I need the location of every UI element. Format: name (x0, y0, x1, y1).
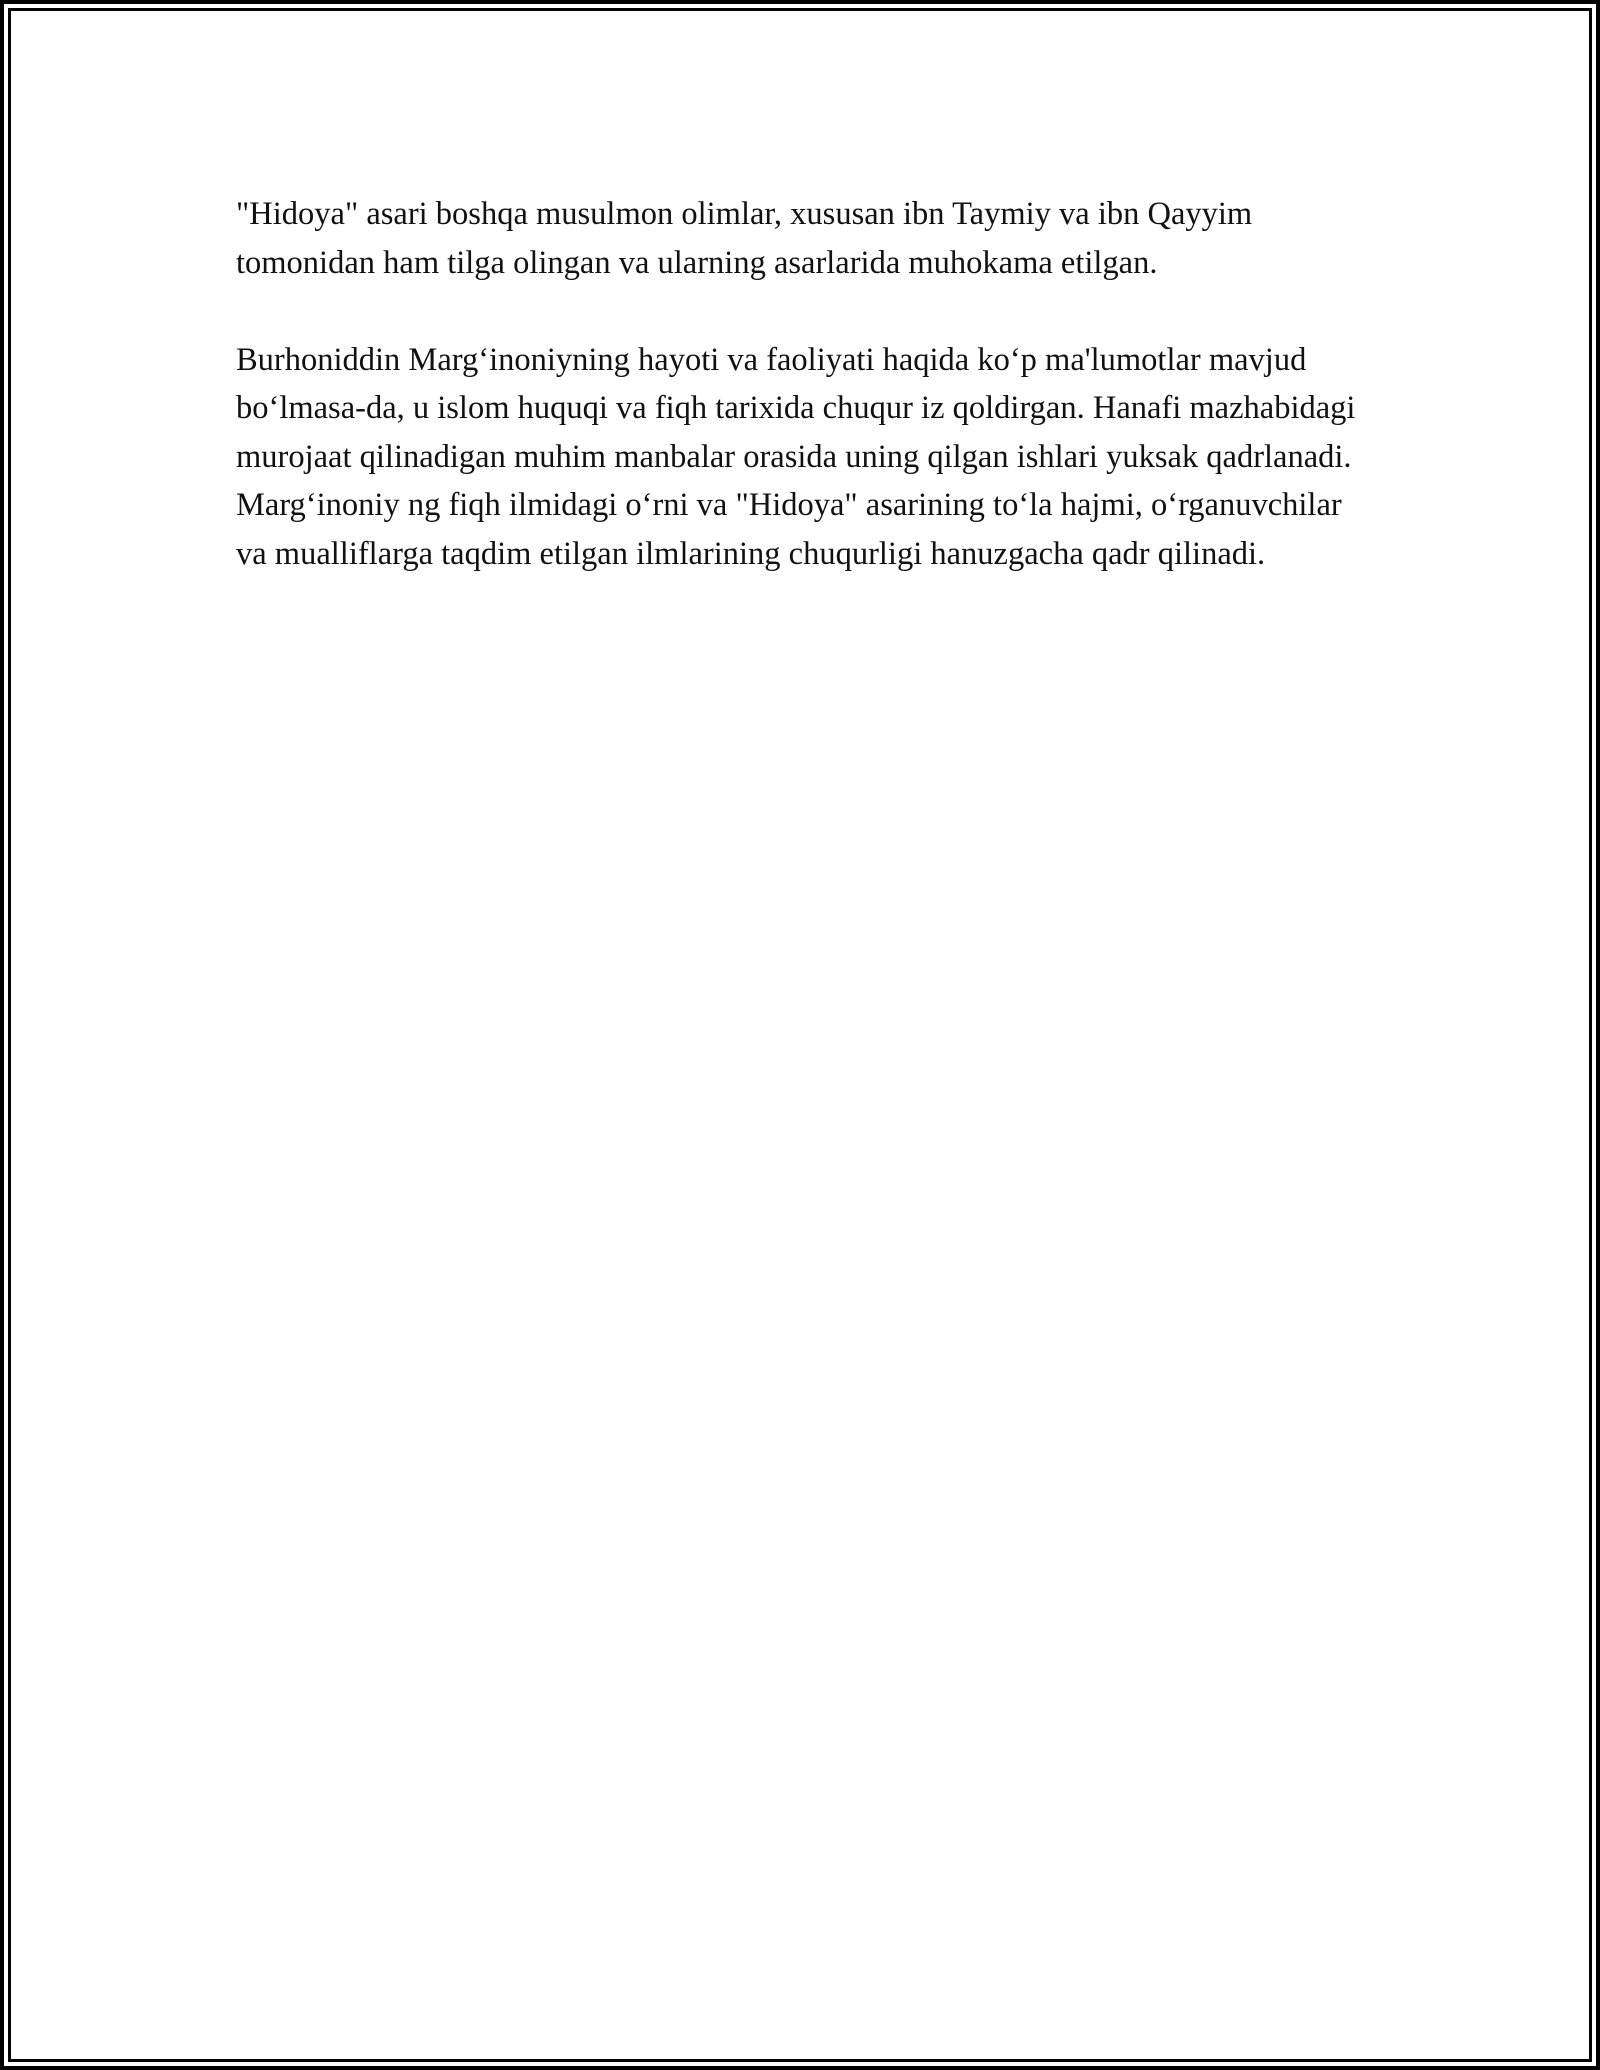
paragraph-marginoniy-legacy: Burhoniddin Marg‘inoniyning hayoti va faoliyati haqida ko‘p ma'lumotlar mavjud bo‘lmasa-da, u islom huquqi va fiqh tarixida chuqur iz qoldirgan. Hanafi mazhabidagi murojaat qilinadigan muhim manbalar orasida uning qilgan ishlari yuksak qadrlanadi. Marg‘inoniy ng fiqh ilmidagi o‘rni va "Hidoya" asarining to‘la hajmi, o‘rganuvchilar va mualliflarga taqdim etilgan ilmlarining chuqurligi hanuzgacha qadr qilinadi. (236, 341, 1356, 572)
document-body (236, 190, 1356, 578)
paragraph-hidoya-references: "Hidoya" asari boshqa musulmon olimlar, xususan ibn Taymiy va ibn Qayyim tomonidan ham tilga olingan va ularning asarlarida muhokama etilgan. (236, 196, 1253, 281)
